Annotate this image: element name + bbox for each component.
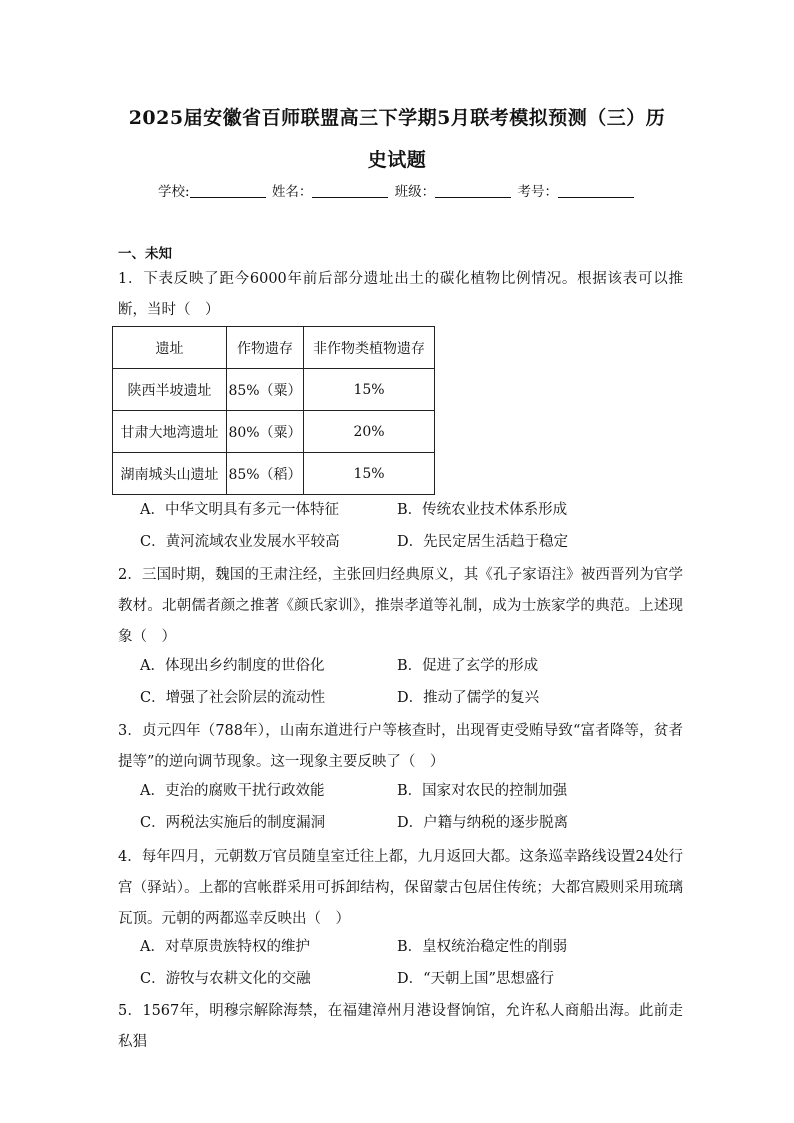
question-2-stem: 2．三国时期，魏国的王肃注经，主张回归经典原义，其《孔子家语注》被西晋列为官学教材。北朝儒者颜之推著《颜氏家训》，推崇孝道等礼制，成为士族家学的典范。上述现象（ ） (118, 567, 683, 645)
table-header-cell: 作物遗存 (227, 327, 304, 369)
question-3-stem: 3．贞元四年（788年），山南东道进行户等核查时，出现胥吏受贿导致“富者降等，贫者提等”的逆向调节现象。这一现象主要反映了（ ） (118, 723, 683, 770)
question-1-stem: 1．下表反映了距今6000年前后部分遗址出土的碳化植物比例情况。根据该表可以推断，当时（ ） (118, 271, 683, 318)
table-cell: 甘肃大地湾遗址 (113, 411, 227, 453)
exam-number-label: 考号： (517, 184, 558, 200)
question-1-option-c[interactable]: C．黄河流域农业发展水平较高 (140, 534, 340, 550)
question-4-stem: 4．每年四月，元朝数万官员随皇室迁往上都，九月返回大都。这条巡幸路线设置24处行宫（驿站）。上都的宫帐群采用可拆卸结构，保留蒙古包居住传统；大都宫殿则采用琉璃瓦顶。元朝的两都巡幸反映出（ ） (118, 849, 683, 927)
question-4-option-b[interactable]: B．皇权统治稳定性的削弱 (397, 939, 568, 955)
question-5-stem: 5．1567年，明穆宗解除海禁，在福建漳州月港设督饷馆，允许私人商船出海。此前走私猖 (118, 1003, 683, 1050)
name-blank[interactable] (312, 183, 388, 198)
section-heading: 一、未知 (118, 246, 172, 262)
question-1-option-d[interactable]: D．先民定居生活趋于稳定 (397, 534, 569, 550)
table-cell: 85%（粟） (227, 369, 304, 411)
question-3-option-c[interactable]: C．两税法实施后的制度漏洞 (140, 815, 326, 831)
table-row (113, 453, 435, 495)
question-4-option-d[interactable]: D．“天朝上国”思想盛行 (397, 971, 554, 987)
question-3-option-d[interactable]: D．户籍与纳税的逐步脱离 (397, 815, 569, 831)
table-cell: 陕西半坡遗址 (113, 369, 227, 411)
question-1-option-a[interactable]: A．中华文明具有多元一体特征 (140, 502, 339, 518)
table-cell: 20% (304, 411, 435, 453)
table-header-cell: 遗址 (113, 327, 227, 369)
exam-title-line-1: 2025届安徽省百师联盟高三下学期5月联考模拟预测（三）历 (128, 107, 666, 129)
question-2-option-a[interactable]: A．体现出乡约制度的世俗化 (140, 658, 325, 674)
school-label: 学校: (158, 184, 190, 200)
name-label: 姓名： (271, 184, 313, 200)
table-header-cell: 非作物类植物遗存 (304, 327, 435, 369)
table-cell: 15% (304, 369, 435, 411)
table-cell: 85%（稻） (227, 453, 304, 495)
question-4-option-c[interactable]: C．游牧与农耕文化的交融 (140, 971, 311, 987)
question-4-option-a[interactable]: A．对草原贵族特权的维护 (140, 939, 310, 955)
question-2-option-c[interactable]: C．增强了社会阶层的流动性 (140, 690, 326, 706)
class-blank[interactable] (435, 183, 511, 198)
question-3-option-b[interactable]: B．国家对农民的控制加强 (397, 783, 568, 799)
school-blank[interactable] (190, 183, 266, 198)
question-2-option-b[interactable]: B．促进了玄学的形成 (397, 658, 539, 674)
table-cell: 80%（粟） (227, 411, 304, 453)
question-1-table (112, 326, 435, 495)
table-cell: 湖南城头山遗址 (113, 453, 227, 495)
question-1-option-b[interactable]: B．传统农业技术体系形成 (397, 502, 568, 518)
exam-title-line-2: 史试题 (367, 149, 427, 171)
question-2-option-d[interactable]: D．推动了儒学的复兴 (397, 690, 540, 706)
question-3-option-a[interactable]: A．吏治的腐败干扰行政效能 (140, 783, 325, 799)
table-cell: 15% (304, 453, 435, 495)
student-info-row (0, 180, 794, 200)
exam-number-blank[interactable] (558, 183, 634, 198)
table-header-row (113, 327, 435, 369)
class-label: 班级： (394, 184, 436, 200)
table-row (113, 411, 435, 453)
table-row (113, 369, 435, 411)
